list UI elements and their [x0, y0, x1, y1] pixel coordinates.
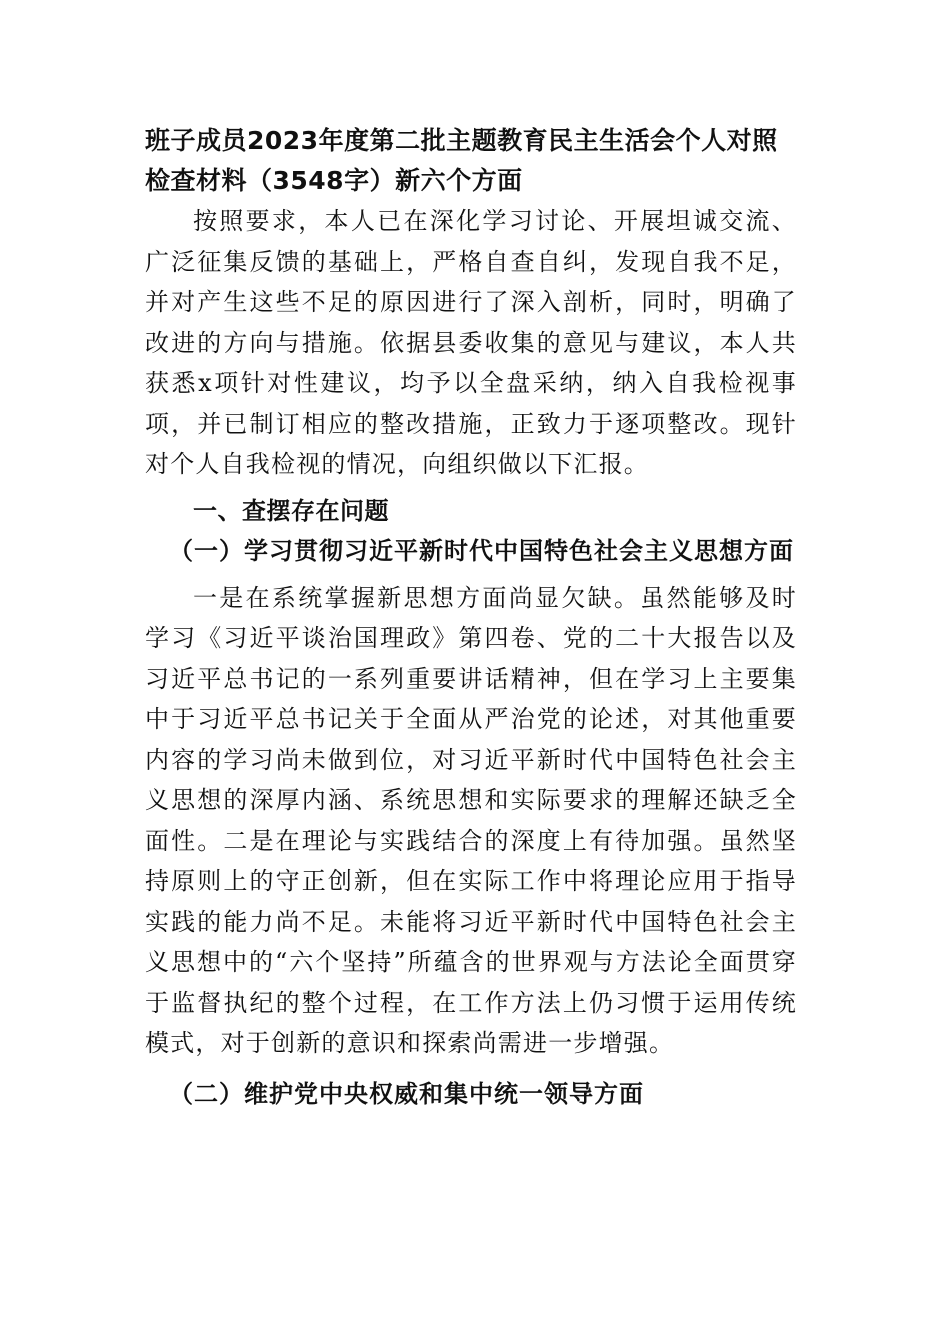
subsection-body-1: 一是在系统掌握新思想方面尚显欠缺。虽然能够及时学习《习近平谈治国理政》第四卷、党的二十大报告以及习近平总书记的一系列重要讲话精神，但在学习上主要集中于习近平总书记关于全面从严治党的论述，对其他重要内容的学习尚未做到位，对习近平新时代中国特色社会主义思想的深厚内涵、系统思想和实际要求的理解还缺乏全面性。二是在理论与实践结合的深度上有待加强。虽然坚持原则上的守正创新，但在实际工作中将理论应用于指导实践的能力尚不足。未能将习近平新时代中国特色社会主义思想中的“六个坚持”所蕴含的世界观与方法论全面贯穿于监督执纪的整个过程，在工作方法上仍习惯于运用传统模式，对于创新的意识和探索尚需进一步增强。 [145, 583, 797, 1057]
subsection-heading-1: （一）学习贯彻习近平新时代中国特色社会主义思想方面 [169, 537, 794, 565]
document-body [145, 121, 797, 1114]
section-heading-1: 一、查摆存在问题 [193, 496, 389, 525]
document-title: 班子成员2023年度第二批主题教育民主生活会个人对照检查材料（3548字）新六个方面 [145, 126, 778, 195]
intro-paragraph: 按照要求，本人已在深化学习讨论、开展坦诚交流、广泛征集反馈的基础上，严格自查自纠，发现自我不足，并对产生这些不足的原因进行了深入剖析，同时，明确了改进的方向与措施。依据县委收集的意见与建议，本人共获悉x项针对性建议，均予以全盘采纳，纳入自我检视事项，并已制订相应的整改措施，正致力于逐项整改。现针对个人自我检视的情况，向组织做以下汇报。 [145, 207, 797, 478]
subsection-heading-2: （二）维护党中央权威和集中统一领导方面 [169, 1079, 644, 1108]
